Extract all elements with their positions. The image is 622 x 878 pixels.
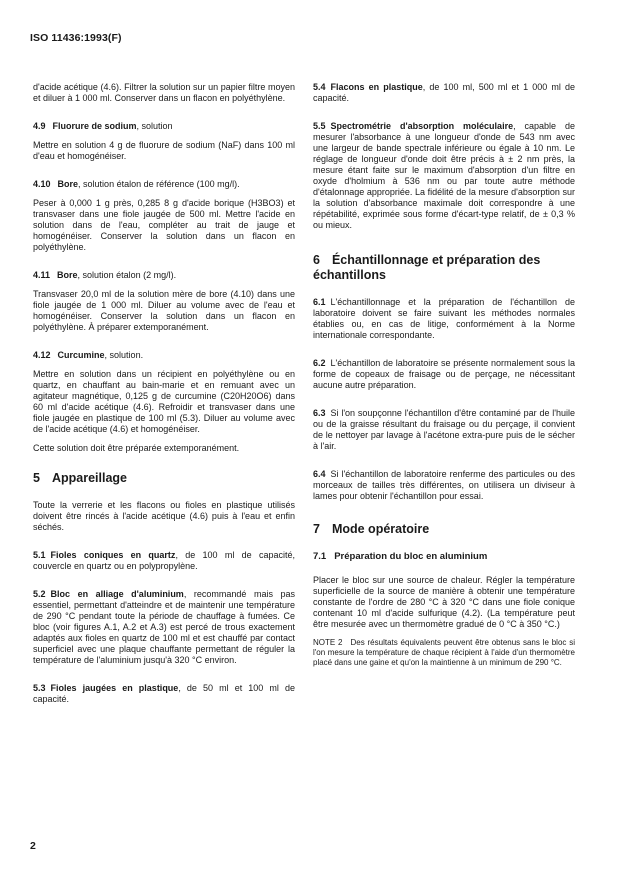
clause-5-5 <box>313 121 575 231</box>
clause-number: 5.3 <box>33 683 46 693</box>
clause-number: 6.3 <box>313 408 326 418</box>
clause-6-3 <box>313 408 575 452</box>
clause-title: Spectrométrie d'absorption moléculaire <box>330 121 514 131</box>
clause-4-11-text: Transvaser 20,0 ml de la solution mère de bore (4.10) dans une fiole jaugée de 1 000 ml. Diluer au volume avec de l'eau et homogénéiser. Conserver la solution dans un flacon en polyéthylène. À préparer extemporanément. <box>33 289 295 332</box>
clause-title-rest: , solution. <box>104 350 144 360</box>
clause-7-1-text: Placer le bloc sur une source de chaleur. Régler la température superficielle de la source de manière à obtenir une température constante de l'ordre de 280 °C à 320 °C dans une fiole conique contenant 10 ml d'acide sulfurique (4.2). (La température peut être mesurée avec un thermomètre gradué de 0 °C à 350 °C.) <box>313 575 575 629</box>
clause-text: L'échantillon de laboratoire se présente normalement sous la forme de copeaux de fraisage ou de perçage, ne nécessitant aucune autre préparation. <box>313 358 575 390</box>
section-number: 6 <box>313 253 320 267</box>
clause-number: 4.9 <box>33 121 46 131</box>
intro-paragraph: d'acide acétique (4.6). Filtrer la solution sur un papier filtre moyen et diluer à 1 000 ml. Conserver dans un flacon en polyéthylène. <box>33 82 295 103</box>
clause-title: Fioles coniques en quartz <box>50 550 176 560</box>
section-number: 7 <box>313 522 320 536</box>
clause-number: 5.2 <box>33 589 46 599</box>
clause-number: 7.1 <box>313 551 327 562</box>
clause-4-9-text: Mettre en solution 4 g de fluorure de sodium (NaF) dans 100 ml d'eau et homogénéiser. <box>33 140 295 161</box>
clause-5-1 <box>33 550 295 572</box>
clause-5-2 <box>33 589 295 666</box>
note-label: NOTE 2 <box>313 638 343 647</box>
clause-4-10-heading <box>33 179 295 190</box>
section-title: Appareillage <box>51 471 127 485</box>
clause-4-9-heading <box>33 121 295 132</box>
clause-5-4 <box>313 82 575 104</box>
clause-text: Si l'on soupçonne l'échantillon d'être contaminé par de l'huile ou de la graisse résultant du fraisage ou du perçage, il convient de le nettoyer par lavage à l'acétone extra-pure puis de le sécher à l'air. <box>313 408 575 451</box>
document-header: ISO 11436:1993(F) <box>30 32 122 44</box>
clause-number: 5.1 <box>33 550 46 560</box>
clause-4-12-text: Mettre en solution dans un récipient en polyéthylène ou en quartz, en chauffant au bain-marie et en remuant avec un agitateur magnétique, 0,125 g de curcumine (C20H20O6) dans 60 ml d'acide acétique (4.6). Refroidir et transvaser dans une fiole jaugée en plastique de 100 ml (5.3). Diluer au volume avec de l'acide acétique (4.6) et homogénéiser. <box>33 369 295 434</box>
clause-number: 4.11 <box>33 270 51 280</box>
clause-number: 4.12 <box>33 350 51 360</box>
clause-title: Curcumine <box>57 350 105 360</box>
clause-title: Fioles jaugées en plastique <box>50 683 179 693</box>
section-5-text: Toute la verrerie et les flacons ou fioles en plastique utilisés doivent être rincés à l'acide acétique (4.6) puis à l'eau et enfin séchés. <box>33 500 295 532</box>
section-title: Échantillonnage et préparation des échantillons <box>313 253 541 282</box>
section-6-heading <box>313 253 575 283</box>
clause-text: L'échantillonnage et la préparation de l'échantillon de laboratoire doivent se faire suivant les méthodes normales établies ou, en cas de litige, conformément à la Norme internationale correspondante. <box>313 297 575 340</box>
clause-title: Bloc en alliage d'aluminium <box>50 589 184 599</box>
clause-text: Si l'échantillon de laboratoire renferme des particules ou des morceaux de tailles très différentes, on utilisera un diviseur à lames pour obtenir l'échantillon pour essai. <box>313 469 575 501</box>
clause-text: , recommandé mais pas essentiel, permettant d'atteindre et de maintenir une température de 290 °C pendant toute la période de chauffage à fumées. Ce bloc (voir figures A.1, A.2 et A.3) est percé de trous exactement adaptés aux fioles en quartz de 100 ml et est chauffé par contact superficiel avec une plaque chauffante permettant de réguler la température de l'aluminium jusqu'à 320 °C environ. <box>33 589 295 665</box>
clause-7-1-heading <box>313 551 575 563</box>
clause-4-11-heading <box>33 270 295 281</box>
clause-text: , de 100 ml, 500 ml et 1 000 ml de capacité. <box>313 82 575 103</box>
note-text: Des résultats équivalents peuvent être obtenus sans le bloc si l'on mesure la température de chaque récipient à l'aide d'un thermomètre placé dans une gaine et qu'on la maintienne à un minimum de 290 °C. <box>313 638 575 667</box>
clause-4-12-heading <box>33 350 295 361</box>
clause-text: , de 100 ml de capacité, couvercle en quartz ou en polypropylène. <box>33 550 295 571</box>
section-5-heading <box>33 471 295 486</box>
clause-6-4 <box>313 469 575 502</box>
clause-title-rest: , solution étalon (2 mg/l). <box>77 270 177 280</box>
clause-title: Flacons en plastique <box>330 82 423 92</box>
clause-title: Bore <box>57 179 79 189</box>
clause-title: Bore <box>57 270 78 280</box>
clause-number: 5.5 <box>313 121 326 131</box>
clause-4-12-text-2: Cette solution doit être préparée extemporanément. <box>33 443 240 453</box>
clause-number: 6.4 <box>313 469 326 479</box>
clause-6-1 <box>313 297 575 341</box>
clause-title: Préparation du bloc en aluminium <box>334 551 488 562</box>
section-title: Mode opératoire <box>331 522 430 536</box>
clause-title-rest: , solution <box>136 121 173 131</box>
clause-5-3 <box>33 683 295 705</box>
clause-6-2 <box>313 358 575 391</box>
clause-text: , capable de mesurer l'absorbance à une longueur d'onde de 543 nm avec une largeur de bande spectrale inférieure ou égale à 10 nm. Le réglage de longueur d'onde doit être précis à ± 2 nm près, la mesure étant faite sur le maximum d'absorption d'un filtre en oxyde d'holmium à 536 nm ou par toute autre méthode d'étalonnage appropriée. La fidélité de la mesure d'absorption sur la solution d'absorbance maximale doit correspondre à une répétabilité, exprimée sous forme d'écart-type relatif, de ± 0,3 % ou mieux. <box>313 121 575 230</box>
clause-number: 5.4 <box>313 82 326 92</box>
section-number: 5 <box>33 471 40 485</box>
left-column <box>33 82 295 722</box>
section-7-heading <box>313 522 575 537</box>
clause-4-10-text: Peser à 0,000 1 g près, 0,285 8 g d'acide borique (H3BO3) et transvaser dans une fiole jaugée de 500 ml. Mettre l'acide en solution dans de l'eau, compléter au trait de jauge et homogénéiser. Conserver la solution dans un flacon en polyéthylène. <box>33 198 295 252</box>
clause-number: 6.2 <box>313 358 326 368</box>
clause-title: Fluorure de sodium <box>52 121 137 131</box>
page-number: 2 <box>30 840 36 852</box>
note-2 <box>313 638 575 668</box>
right-column <box>313 82 575 668</box>
clause-text: , de 50 ml et 100 ml de capacité. <box>33 683 295 704</box>
clause-number: 4.10 <box>33 179 51 189</box>
clause-number: 6.1 <box>313 297 326 307</box>
clause-title-rest: , solution étalon de référence (100 mg/l). <box>78 179 240 189</box>
